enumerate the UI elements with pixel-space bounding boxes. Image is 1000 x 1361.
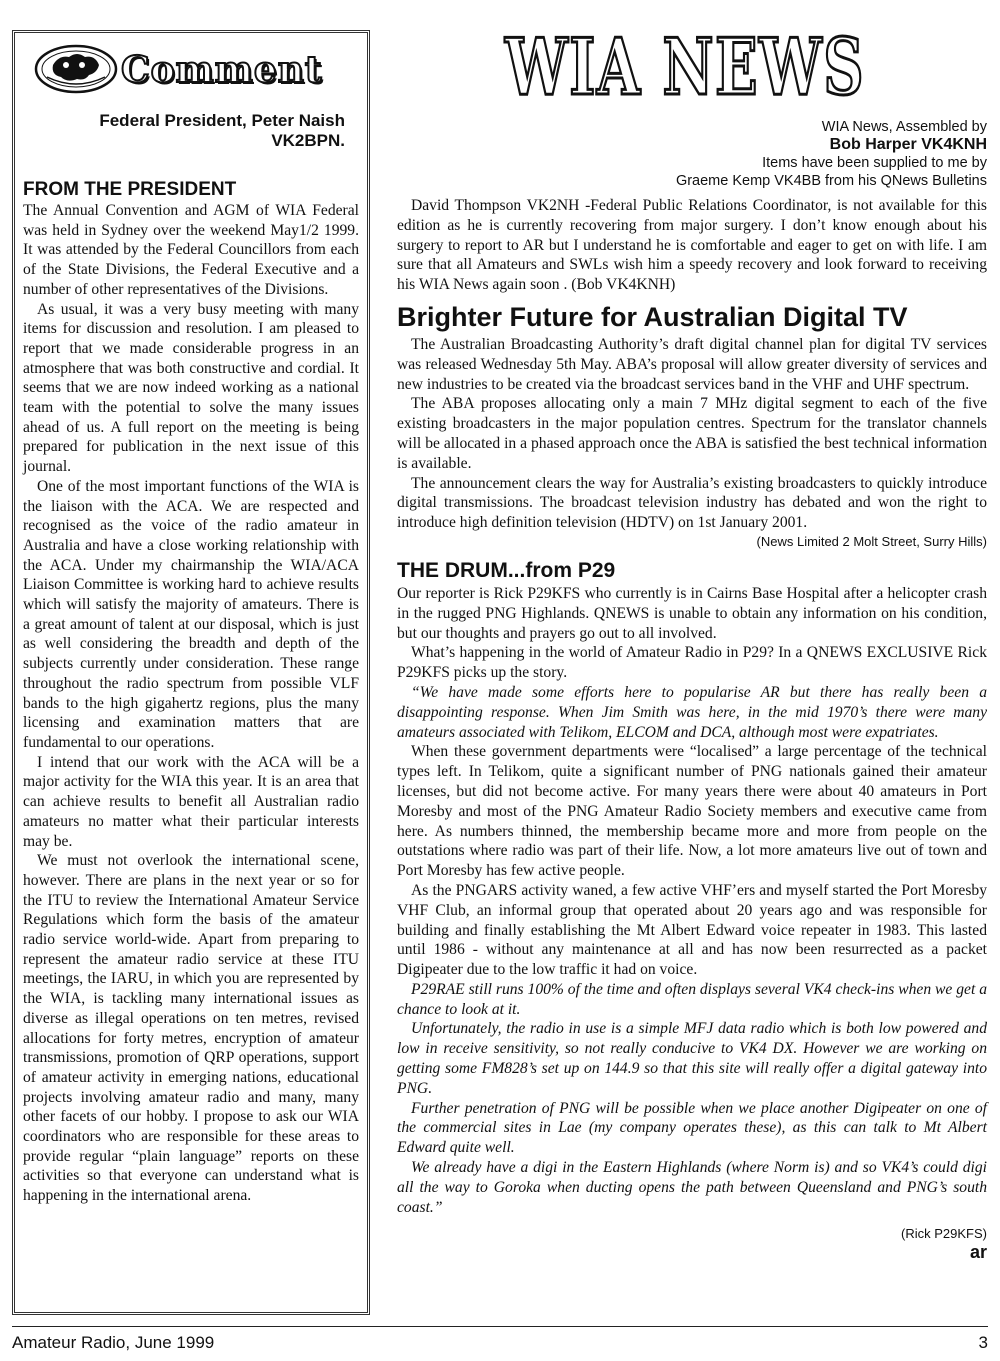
end-mark: ar: [969, 1242, 987, 1263]
article-headline: THE DRUM...from P29: [397, 558, 616, 582]
article-paragraph: Our reporter is Rick P29KFS who currently is in Cairns Base Hospital after a helicopter crash in the rugged PNG Highlands. QNEWS is unable to obtain any information on his condition, but our thoughts and prayers go out to all involved.: [397, 584, 987, 642]
article-source: (Rick P29KFS): [901, 1226, 987, 1242]
credit-line: WIA News, Assembled by: [821, 119, 987, 135]
page-number: 3: [978, 1333, 988, 1352]
comment-banner: [23, 39, 359, 103]
wia-news-masthead: [500, 20, 870, 112]
article-quote-paragraph: P29RAE still runs 100% of the time and often displays several VK4 check-ins when we get a chance to look at it.: [397, 980, 988, 1018]
comment-banner-title: Comment: [121, 49, 323, 91]
article-paragraph: The ABA proposes allocating only a main 7 MHz digital segment to each of the five existing broadcasters in the major population centres. Spectrum for the translator channels will be allocated in a phased approach once the ABA is satisfied the best technical information is available.: [397, 395, 987, 472]
masthead-logo: [500, 20, 870, 112]
credit-block: [397, 118, 987, 190]
news-column: [397, 118, 987, 1263]
comment-column: [12, 30, 370, 1315]
article-source: (News Limited 2 Molt Street, Surry Hills): [756, 533, 987, 549]
article-paragraph: As the PNGARS activity waned, a few active VHF’ers and myself started the Port Moresby VHF Club, an informal group that operated about 20 years ago and was responsible for building and finally establishing the Mt Albert Edward voice repeater in 1983. This lasted until 1986 - without any maintenance at all and has now been resurrected as a packet Digipeater due to the low traffic it had on voice.: [397, 881, 987, 979]
article-quote-paragraph: Unfortunately, the radio in use is a simple MFJ data radio which is both low powered and low in receive sensitivity, so not really conducive to VK4 DX. However we are working on getting some FM828’s set up on 144.9 so that this site will really offer a digital gateway into PNG.: [397, 1020, 987, 1097]
comment-body: [23, 201, 359, 1206]
comment-paragraph: The Annual Convention and AGM of WIA Federal was held in Sydney over the weekend May1/2 1999. It was attended by the Federal Councillors from each of the State Divisions, the Federal Executive and a number of other representatives of the Divisions.: [23, 202, 359, 298]
comment-paragraph: One of the most important functions of the WIA is the liaison with the ACA. We are respected and recognised as the voice of the radio amateur in Australia and have a close working relationship with the ACA. Under my chairmanship the WIA/ACA Liaison Committee is working hard to achieve results which will satisfy the majority of amateurs. There is a great amount of talent at our disposal, which is just as well considering the breadth and depth of the subjects currently under consideration. These range throughout the radio spectrum from possible VLF bands to the high gigahertz regions, plus the many licensing and examination matters that are fundamental to our operations.: [23, 477, 359, 751]
comment-paragraph: I intend that our work with the ACA will be a major activity for the WIA this year. It is an area that can achieve results to benefit all Australian radio amateurs no matter what their particular interests may be.: [23, 753, 359, 850]
article-quote-paragraph: Further penetration of PNG will be possible when we place another Digipeater on one of the commercial sites in Lae (my company operates these), as this can talk to Mt Albert Edward quite well.: [397, 1099, 987, 1157]
footer-rule: [12, 1326, 988, 1327]
article-paragraph: The Australian Broadcasting Authority’s draft digital channel plan for digital TV services was released Wednesday 5th May. ABA’s proposal will allow greater diversity of services and new industries to be created via the broadcast services band in the VHF and UHF spectrum.: [397, 335, 987, 393]
credit-name: Bob Harper VK4KNH: [829, 136, 987, 153]
article-paragraph: What’s happening in the world of Amateur Radio in P29? In a QNEWS EXCLUSIVE Rick P29KFS picks up the story.: [397, 644, 987, 682]
author-block: [23, 111, 359, 151]
article-quote-paragraph: We already have a digi in the Eastern Highlands (where Norm is) and so VK4’s could digi all the way to Goroka when ducting opens the path between Queensland and PNG’s south coast.”: [397, 1159, 987, 1216]
comment-paragraph: As usual, it was a very busy meeting with many items for discussion and resolution. I am pleased to report that we made considerable progress in an atmosphere that was both constructive and cordial. It seems that we are now indeed working as a national team with the potential to solve the many issues ahead of us. A full report on the meeting is being prepared for publication in the next issue of this journal.: [23, 300, 359, 476]
author-callsign: VK2BPN.: [271, 131, 345, 150]
author-name: Federal President, Peter Naish: [99, 111, 345, 130]
credit-line: Graeme Kemp VK4BB from his QNews Bulletins: [675, 173, 987, 189]
article-paragraph: When these government departments were “localised” a large percentage of the technical types left. In Telikom, quite a significant number of PNG nationals gained their amateur licenses, but did not become active. For many years there were about 40 amateurs in Port Moresby and most of the PNG Amateur Radio Society members and executive came from here. As numbers thinned, the membership became more and more from people on the outstations where radio was part of their life. Now, a lot more amateurs live out of town and Port Moresby has few active people.: [397, 743, 987, 880]
credit-line: Items have been supplied to me by: [762, 155, 987, 171]
section-heading: FROM THE PRESIDENT: [23, 179, 237, 200]
article-headline: Brighter Future for Australian Digital TV: [397, 301, 908, 332]
masthead-text: WIA NEWS: [504, 22, 865, 113]
wia-seal-icon: [33, 43, 119, 95]
intro-paragraph: David Thompson VK2NH -Federal Public Relations Coordinator, is not available for this edition as he is currently recovering from major surgery. I don’t know enough about his surgery to report to AR but I understand he is comfortable and eager to get on with life. I am sure that all Amateurs and SWLs wish him a speedy recovery and look forward to receiving his WIA News again soon . (Bob VK4KNH): [397, 197, 987, 294]
article-quote-paragraph: “We have made some efforts here to popularise AR but there has really been a disappointing response. When Jim Smith was here, in the mid 1970’s there were many amateurs associated with Telikom, ELCOM and DCA, although most were expatriates.: [397, 683, 987, 741]
comment-paragraph: We must not overlook the international scene, however. There are plans in the next year or so for the ITU to review the International Amateur Service Regulations which form the basis of the amateur radio service world-wide. Apart from preparing to represent the amateur radio service at these ITU meetings, the IARU, in which you are represented by the WIA, is tackling many international issues as diverse as illegal operations on ten metres, revised allocations for forty metres, encryption of amateur transmissions, promotion of QRP operations, support of amateur activity in emerging nations, educational projects involving amateur radio and many, many other facets of our hobby. I propose to ask our WIA coordinators who are responsible for these areas to provide regular “plain language” reports on these activities so that everyone can understand what is happening in the international arena.: [23, 852, 359, 1205]
publication-footer: Amateur Radio, June 1999: [12, 1333, 215, 1352]
article-paragraph: The announcement clears the way for Australia’s existing broadcasters to quickly introduce digital transmissions. The broadcast television industry has debated and won the right to introduce high definition television (HDTV) on 1st January 2001.: [397, 474, 987, 532]
